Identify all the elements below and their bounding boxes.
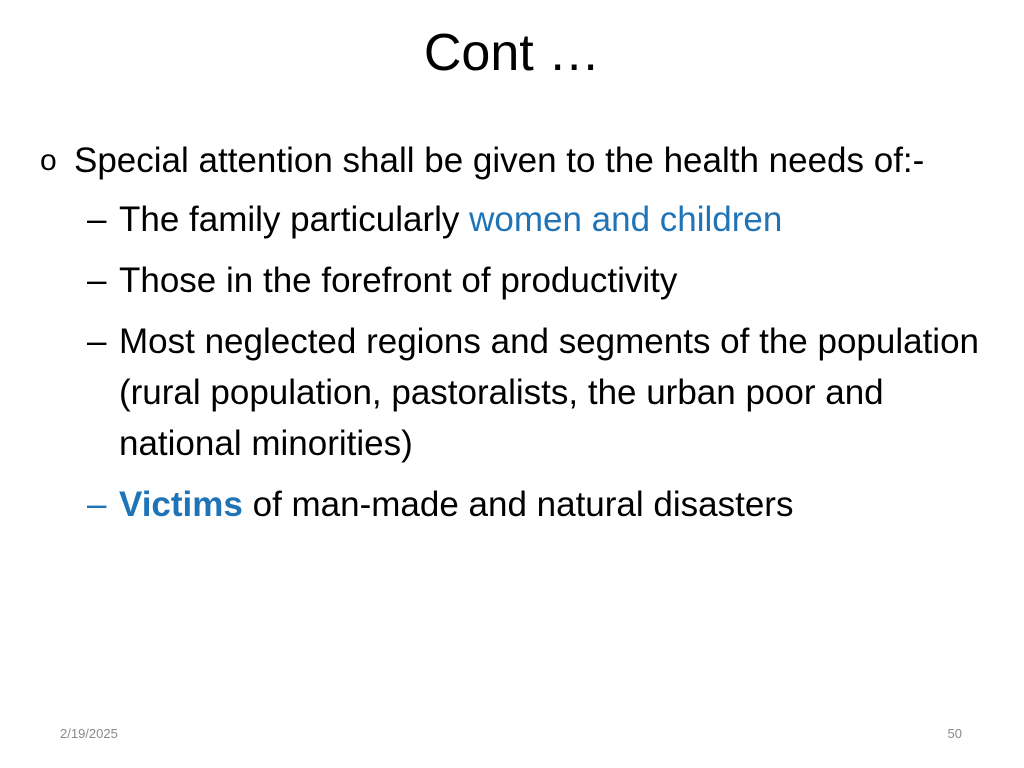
main-bullet: [40, 138, 980, 184]
sub-bullet-text: The family particularly: [119, 200, 470, 239]
dash-bullet-icon: –: [87, 261, 107, 300]
main-bullet-text: Special attention shall be given to the health needs of:-: [74, 141, 925, 180]
sub-bullet-text: Most neglected regions and segments of the population (rural population, pastoralists, the urban poor and national minorities): [119, 322, 980, 463]
sub-bullet-text: Those in the forefront of productivity: [119, 261, 678, 300]
sub-bullet-text: of man-made and natural disasters: [242, 485, 794, 524]
highlighted-bold-text: Victims: [119, 485, 243, 524]
page-number: 50: [947, 726, 962, 741]
dash-bullet-icon: –: [87, 485, 107, 524]
dash-bullet-icon: –: [87, 200, 107, 239]
sub-bullet-productivity: [40, 255, 980, 306]
highlighted-text: women and children: [469, 200, 783, 239]
footer-date: 2/19/2025: [60, 726, 118, 741]
sub-bullet-neglected-regions: [40, 316, 980, 469]
sub-bullet-family: [40, 194, 980, 245]
slide-title: Cont …: [423, 24, 601, 82]
sub-bullet-list: [40, 194, 980, 530]
circle-bullet-icon: o: [40, 144, 57, 177]
sub-bullet-victims: [40, 479, 980, 530]
slide-content: [40, 138, 980, 540]
dash-bullet-icon: –: [87, 322, 107, 361]
